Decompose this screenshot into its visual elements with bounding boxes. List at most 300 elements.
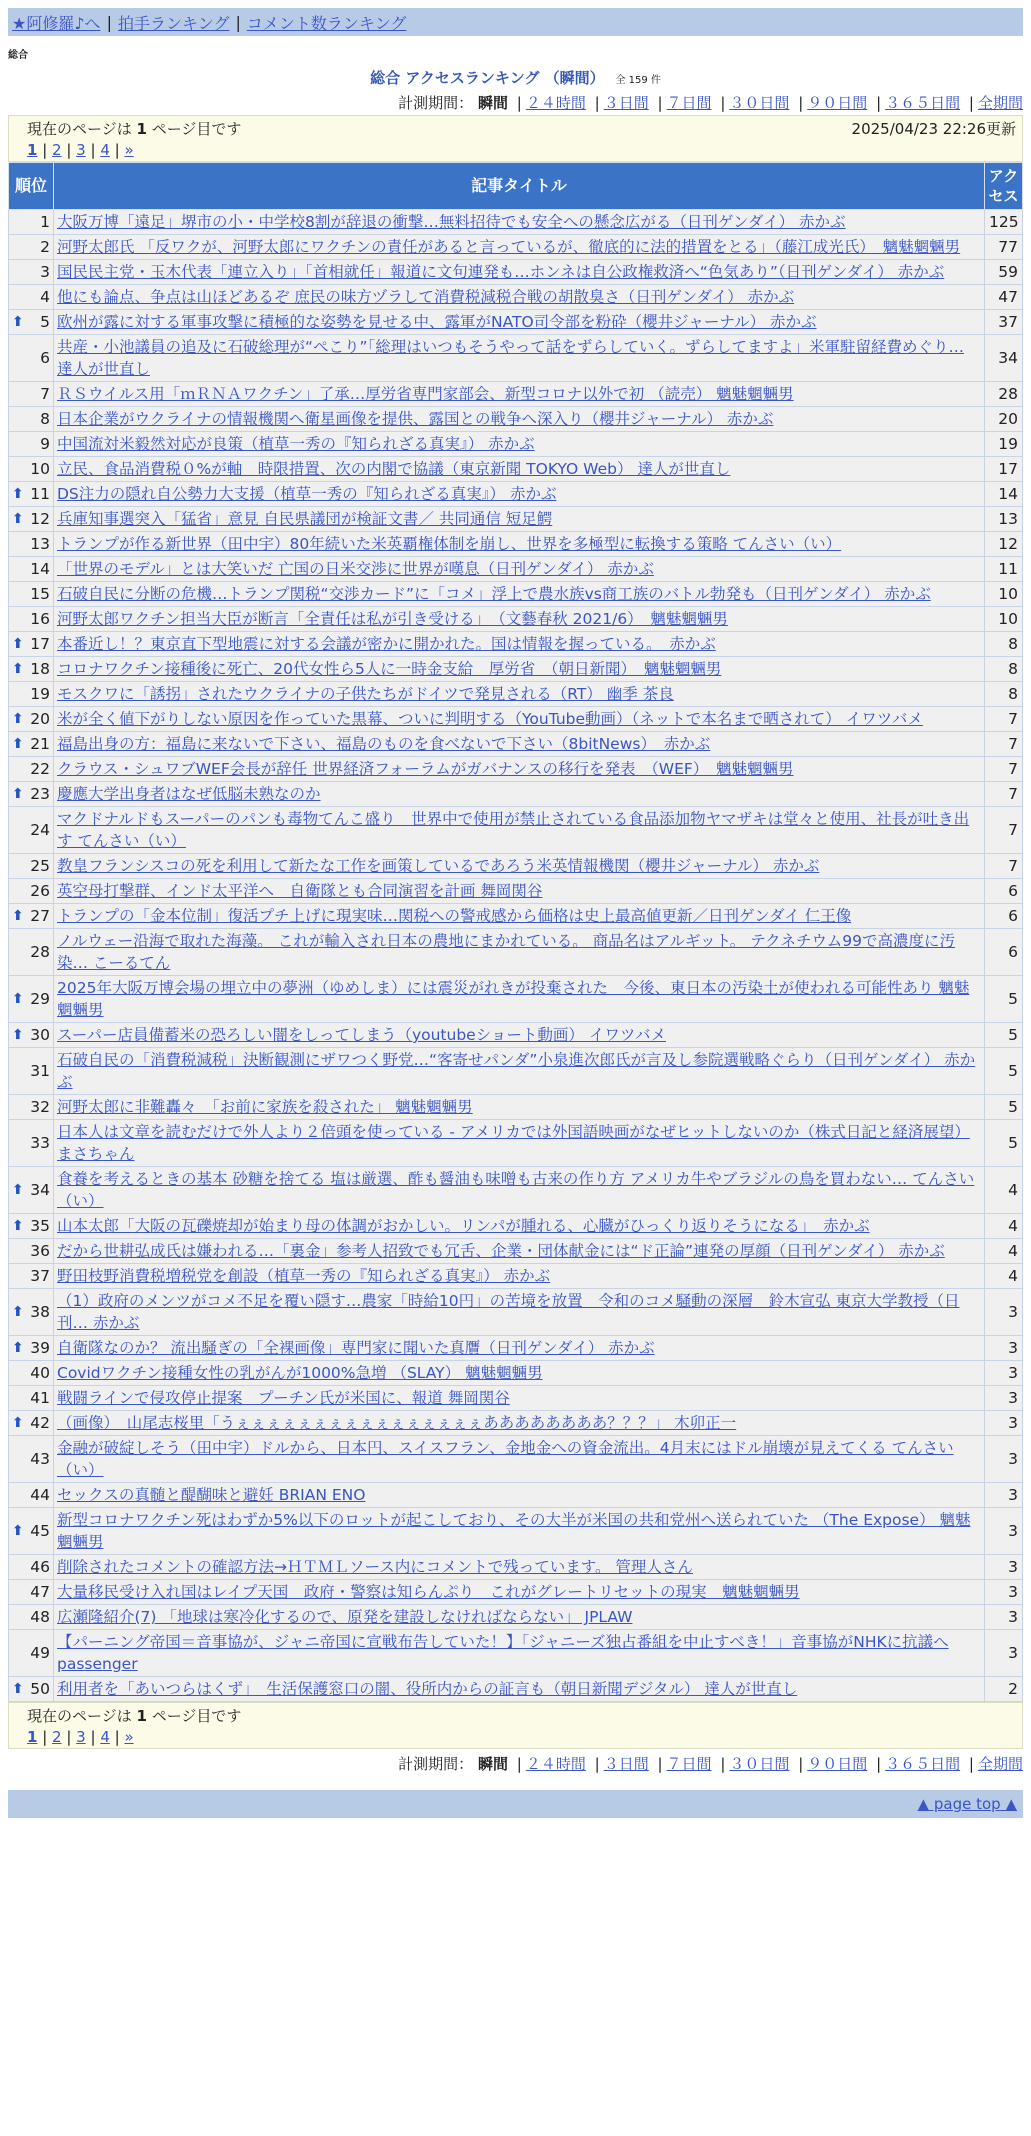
rank-cell bbox=[9, 1555, 54, 1580]
article-title-link[interactable]: 米が全く値下がりしない原因を作っていた黒幕、ついに判明する（YouTube動画）（ネットで本名まで晒されて） イワツバメ bbox=[57, 710, 923, 728]
article-title-link[interactable]: モスクワに「誘拐」されたウクライナの子供たちがドイツで発見される（RT） 幽季 茶良 bbox=[57, 685, 674, 703]
article-title-link[interactable]: 福島出身の方：福島に来ないで下さい、福島のものを食べないで下さい（8bitNews） 赤かぶ bbox=[57, 735, 711, 753]
article-title-link[interactable]: だから世耕弘成氏は嫌われる…「裏金」参考人招致でも冗舌、企業・団体献金には“ド正論”連発の厚顔（日刊ゲンダイ） 赤かぶ bbox=[57, 1242, 945, 1260]
table-row bbox=[9, 607, 1023, 632]
rank-cell bbox=[9, 1630, 54, 1677]
title-cell bbox=[54, 929, 985, 976]
title-cell bbox=[54, 782, 985, 807]
ranking-body bbox=[9, 210, 1023, 1702]
access-count: 17 bbox=[985, 457, 1023, 482]
table-row bbox=[9, 1555, 1023, 1580]
table-row bbox=[9, 285, 1023, 310]
title-cell bbox=[54, 657, 985, 682]
title-cell bbox=[54, 1555, 985, 1580]
rank-cell bbox=[9, 782, 54, 807]
table-row bbox=[9, 1120, 1023, 1167]
nav-separator: | bbox=[106, 12, 112, 32]
article-title-link[interactable]: 新型コロナワクチン死はわずか5%以下のロットが起こしており、その大半が米国の共和党州へ送られていた （The Expose） 魑魅魍魎男 bbox=[57, 1511, 971, 1551]
title-cell bbox=[54, 807, 985, 854]
rank-number: 49 bbox=[30, 1644, 50, 1662]
rank-cell bbox=[9, 1508, 54, 1555]
rank-number: 28 bbox=[30, 943, 50, 961]
rank-number: 27 bbox=[30, 907, 50, 925]
up-arrow-icon: ⬆ bbox=[12, 1340, 24, 1356]
next-page-link[interactable]: » bbox=[124, 1728, 134, 1746]
item-count: 全 159 件 bbox=[615, 75, 661, 86]
category-label: 総合 bbox=[8, 50, 28, 61]
rank-cell bbox=[9, 879, 54, 904]
rank-cell bbox=[9, 582, 54, 607]
rank-cell bbox=[9, 235, 54, 260]
rank-number: 7 bbox=[40, 385, 50, 403]
rank-number: 29 bbox=[30, 990, 50, 1008]
article-title-link[interactable]: 食養を考えるときの基本 砂糖を捨てる 塩は厳選、酢も醤油も味噌も古来の作り方 アメリカ牛やブラジルの鳥を買わない… てんさい（い） bbox=[57, 1170, 975, 1210]
article-title-link[interactable]: （画像） 山尾志桜里「うぇぇぇぇぇぇぇぇぇぇぇぇぇぇぇぇああああああああ？？？」 木卯正一 bbox=[57, 1414, 737, 1432]
up-arrow-icon: ⬆ bbox=[12, 1218, 24, 1234]
article-title-link[interactable]: 広瀬隆紹介(7) 「地球は寒冷化するので、原発を建設しなければならない」 JPLAW bbox=[57, 1608, 633, 1626]
rank-number: 10 bbox=[30, 460, 50, 478]
title-cell bbox=[54, 482, 985, 507]
title-cell bbox=[54, 1386, 985, 1411]
title-cell bbox=[54, 879, 985, 904]
title-cell bbox=[54, 1436, 985, 1483]
period-selector-bottom: 計測期間： 瞬間 | ２４時間 | ３日間 | ７日間 | ３０日間 | ９０日間 | ３６５日間 | 全期間 bbox=[398, 1755, 1023, 1773]
rank-cell bbox=[9, 285, 54, 310]
access-count: 7 bbox=[985, 757, 1023, 782]
rank-number: 19 bbox=[30, 685, 50, 703]
article-title-link[interactable]: トランプが作る新世界（田中宇）80年続いた米英覇権体制を崩し、世界を多極型に転換する策略 てんさい（い） bbox=[57, 535, 842, 553]
table-row bbox=[9, 1605, 1023, 1630]
page-link-1[interactable]: 1 bbox=[27, 141, 38, 159]
table-row bbox=[9, 1167, 1023, 1214]
rank-number: 50 bbox=[30, 1680, 50, 1698]
page-link-4[interactable]: 4 bbox=[100, 141, 110, 159]
article-title-link[interactable]: 兵庫知事選突入「猛省」意見 自民県議団が検証文書／ 共同通信 短足鰐 bbox=[57, 510, 553, 528]
rank-number: 41 bbox=[30, 1389, 50, 1407]
footer-bar bbox=[8, 1790, 1023, 1818]
title-cell bbox=[54, 382, 985, 407]
title-cell bbox=[54, 1167, 985, 1214]
article-title-link[interactable]: 山本太郎「大阪の瓦礫焼却が始まり母の体調がおかしい。リンパが腫れる、心臓がひっくり返りそうになる」 赤かぶ bbox=[57, 1217, 870, 1235]
period-label: 計測期間： bbox=[398, 94, 474, 112]
title-cell bbox=[54, 1336, 985, 1361]
title-cell bbox=[54, 285, 985, 310]
article-title-link[interactable]: 利用者を「あいつらはくず」 生活保護窓口の闇、役所内からの証言も（朝日新聞デジタル） 達人が世直し bbox=[57, 1680, 798, 1698]
article-title-link[interactable]: DS注力の隠れ自公勢力大支援（植草一秀の『知られざる真実』） 赤かぶ bbox=[57, 485, 557, 503]
article-title-link[interactable]: 大量移民受け入れ国はレイプ天国 政府・警察は知らんぷり これがグレートリセットの現実 魑魅魍魎男 bbox=[57, 1583, 800, 1601]
rank-cell bbox=[9, 1361, 54, 1386]
table-row bbox=[9, 682, 1023, 707]
rank-number: 9 bbox=[40, 435, 50, 453]
next-page-link[interactable]: » bbox=[124, 141, 134, 159]
article-title-link[interactable]: 自衛隊なのか？ 流出騒ぎの「全裸画像」専門家に聞いた真贋（日刊ゲンダイ） 赤かぶ bbox=[57, 1339, 655, 1357]
access-count: 4 bbox=[985, 1214, 1023, 1239]
rank-number: 26 bbox=[30, 882, 50, 900]
table-row bbox=[9, 532, 1023, 557]
period-30d-link[interactable]: ３０日間 bbox=[729, 94, 790, 112]
title-cell bbox=[54, 260, 985, 285]
access-count: 59 bbox=[985, 260, 1023, 285]
access-count: 7 bbox=[985, 782, 1023, 807]
article-title-link[interactable]: 大阪万博「遠足」堺市の小・中学校8割が辞退の衝撃…無料招待でも安全への懸念広がる（日刊ゲンダイ） 赤かぶ bbox=[57, 213, 846, 231]
rank-number: 44 bbox=[30, 1486, 50, 1504]
up-arrow-icon: ⬆ bbox=[12, 736, 24, 752]
rank-cell bbox=[9, 1436, 54, 1483]
article-title-link[interactable]: マクドナルドもスーパーのパンも毒物てんこ盛り 世界中で使用が禁止されている食品添加物ヤマザキは堂々と使用、社長が吐き出す てんさい（い） bbox=[57, 810, 970, 850]
title-cell bbox=[54, 1048, 985, 1095]
article-title-link[interactable]: 欧州が露に対する軍事攻撃に積極的な姿勢を見せる中、露軍がNATO司令部を粉砕（櫻井ジャーナル） 赤かぶ bbox=[57, 313, 817, 331]
rank-number: 38 bbox=[30, 1303, 50, 1321]
access-count: 8 bbox=[985, 682, 1023, 707]
article-title-link[interactable]: クラウス・シュワブWEF会長が辞任 世界経済フォーラムがガバナンスの移行を発表 （WEF） 魑魅魍魎男 bbox=[57, 760, 794, 778]
rank-cell bbox=[9, 1214, 54, 1239]
rank-cell bbox=[9, 382, 54, 407]
article-title-link[interactable]: 立民、食品消費税０%が軸 時限措置、次の内閣で協議（東京新聞 TOKYO Web） 達人が世直し bbox=[57, 460, 731, 478]
page-info-bottom bbox=[8, 1702, 1023, 1749]
article-title-link[interactable]: 他にも論点、争点は山ほどあるぞ 庶民の味方ヅラして消費税減税合戦の胡散臭さ（日刊ゲンダイ） 赤かぶ bbox=[57, 288, 795, 306]
table-row bbox=[9, 632, 1023, 657]
article-title-link[interactable]: ＲＳウイルス用「ｍＲＮＡワクチン」了承…厚労省専門家部会、新型コロナ以外で初 （読売） 魑魅魍魎男 bbox=[57, 385, 794, 403]
article-title-link[interactable]: 「世界のモデル」とは大笑いだ 亡国の日米交渉に世界が嘆息（日刊ゲンダイ） 赤かぶ bbox=[57, 560, 654, 578]
article-title-link[interactable]: 日本企業がウクライナの情報機関へ衛星画像を提供、露国との戦争へ深入り（櫻井ジャーナル） 赤かぶ bbox=[57, 410, 774, 428]
access-count: 5 bbox=[985, 1095, 1023, 1120]
table-header-row bbox=[9, 163, 1023, 210]
access-count: 4 bbox=[985, 1167, 1023, 1214]
access-count: 47 bbox=[985, 285, 1023, 310]
up-arrow-icon: ⬆ bbox=[12, 786, 24, 802]
access-count: 3 bbox=[985, 1605, 1023, 1630]
access-count: 13 bbox=[985, 507, 1023, 532]
rank-cell bbox=[9, 807, 54, 854]
table-row bbox=[9, 557, 1023, 582]
rank-cell bbox=[9, 210, 54, 235]
title-column-header: 記事タイトル bbox=[54, 163, 985, 210]
rank-number: 11 bbox=[30, 485, 50, 503]
access-count: 3 bbox=[985, 1483, 1023, 1508]
access-count: 7 bbox=[985, 707, 1023, 732]
rank-cell bbox=[9, 1411, 54, 1436]
period-7d-link[interactable]: ７日間 bbox=[666, 94, 712, 112]
access-count: 125 bbox=[985, 210, 1023, 235]
access-count: 14 bbox=[985, 482, 1023, 507]
rank-cell bbox=[9, 310, 54, 335]
rank-cell bbox=[9, 732, 54, 757]
rank-cell bbox=[9, 682, 54, 707]
access-count: 2 bbox=[985, 1677, 1023, 1702]
article-title-link[interactable]: 国民民主党・玉木代表「連立入り」「首相就任」報道に文句連発も…ホンネは自公政権救済へ“色気あり”（日刊ゲンダイ） 赤かぶ bbox=[57, 263, 945, 281]
rank-cell bbox=[9, 657, 54, 682]
title-cell bbox=[54, 407, 985, 432]
table-row bbox=[9, 482, 1023, 507]
table-row bbox=[9, 879, 1023, 904]
rank-cell bbox=[9, 607, 54, 632]
article-title-link[interactable]: 慶應大学出身者はなぜ低脳未熟なのか bbox=[57, 785, 321, 803]
title-cell bbox=[54, 557, 985, 582]
article-title-link[interactable]: 英空母打撃群、インド太平洋へ 自衛隊とも合同演習を計画 舞岡関谷 bbox=[57, 882, 543, 900]
rank-cell bbox=[9, 1483, 54, 1508]
table-row bbox=[9, 976, 1023, 1023]
access-count: 5 bbox=[985, 1120, 1023, 1167]
rank-number: 43 bbox=[30, 1450, 50, 1468]
rank-number: 32 bbox=[30, 1098, 50, 1116]
up-arrow-icon: ⬆ bbox=[12, 486, 24, 502]
period-90d-link[interactable]: ９０日間 bbox=[807, 1755, 868, 1773]
title-cell bbox=[54, 532, 985, 557]
access-count: 3 bbox=[985, 1361, 1023, 1386]
table-row bbox=[9, 1386, 1023, 1411]
article-title-link[interactable]: 日本人は文章を読むだけで外人より２倍頭を使っている - アメリカでは外国語映画がなぜヒットしないのか（株式日記と経済展望） まさちゃん bbox=[57, 1123, 970, 1163]
ranking-table bbox=[8, 162, 1023, 1702]
page-link-2[interactable]: 2 bbox=[52, 141, 62, 159]
title-cell bbox=[54, 1580, 985, 1605]
rank-number: 4 bbox=[40, 288, 50, 306]
period-selector-top: 計測期間： 瞬間 | ２４時間 | ３日間 | ７日間 | ３０日間 | ９０日間 | ３６５日間 | 全期間 bbox=[398, 94, 1023, 112]
rank-cell bbox=[9, 1048, 54, 1095]
period-24h-link[interactable]: ２４時間 bbox=[525, 1755, 586, 1773]
rank-cell bbox=[9, 1677, 54, 1702]
article-title-link[interactable]: 石破自民に分断の危機…トランプ関税“交渉カード”に「コメ」浮上で農水族vs商工族のバトル勃発も（日刊ゲンダイ） 赤かぶ bbox=[57, 585, 931, 603]
current-page-text: 現在のページは 1 ページ目です bbox=[27, 120, 242, 138]
rank-number: 22 bbox=[30, 760, 50, 778]
rank-number: 23 bbox=[30, 785, 50, 803]
page-title: 総合 アクセスランキング （瞬間） bbox=[370, 69, 605, 87]
rank-number: 20 bbox=[30, 710, 50, 728]
period-24h-link[interactable]: ２４時間 bbox=[525, 94, 586, 112]
title-cell bbox=[54, 457, 985, 482]
rank-cell bbox=[9, 1120, 54, 1167]
period-90d-link[interactable]: ９０日間 bbox=[807, 94, 868, 112]
title-cell bbox=[54, 310, 985, 335]
period-current: 瞬間 bbox=[477, 1755, 508, 1773]
table-row bbox=[9, 382, 1023, 407]
title-cell bbox=[54, 235, 985, 260]
rank-number: 6 bbox=[40, 349, 50, 367]
table-row bbox=[9, 757, 1023, 782]
up-arrow-icon: ⬆ bbox=[12, 661, 24, 677]
access-count: 10 bbox=[985, 607, 1023, 632]
access-count: 6 bbox=[985, 904, 1023, 929]
article-title-link[interactable]: スーパー店員備蓄米の恐ろしい闇をしってしまう（youtubeショート動画） イワツバメ bbox=[57, 1026, 667, 1044]
rank-number: 33 bbox=[30, 1134, 50, 1152]
access-count: 3 bbox=[985, 1386, 1023, 1411]
article-title-link[interactable]: トランプの「金本位制」復活プチ上げに現実味…関税への警戒感から価格は史上最高値更新／日刊ゲンダイ 仁王像 bbox=[57, 907, 852, 925]
rank-number: 45 bbox=[30, 1522, 50, 1540]
title-cell bbox=[54, 607, 985, 632]
period-30d-link[interactable]: ３０日間 bbox=[729, 1755, 790, 1773]
rank-cell bbox=[9, 1239, 54, 1264]
article-title-link[interactable]: 河野太郎に非難轟々 「お前に家族を殺された」 魑魅魍魎男 bbox=[57, 1098, 473, 1116]
table-row bbox=[9, 432, 1023, 457]
title-cell bbox=[54, 976, 985, 1023]
page-heading bbox=[0, 67, 1031, 88]
article-title-link[interactable]: 削除されたコメントの確認方法→ＨＴＭＬソース内にコメントで残っています。 管理人さん bbox=[57, 1558, 693, 1576]
table-row bbox=[9, 1264, 1023, 1289]
table-row bbox=[9, 407, 1023, 432]
page-link-4[interactable]: 4 bbox=[100, 1728, 110, 1746]
current-page-text: 現在のページは 1 ページ目です bbox=[27, 1707, 242, 1725]
rank-cell bbox=[9, 757, 54, 782]
rank-number: 30 bbox=[30, 1026, 50, 1044]
article-title-link[interactable]: Covidワクチン接種女性の乳がんが1000%急増 （SLAY） 魑魅魍魎男 bbox=[57, 1364, 543, 1382]
rank-cell bbox=[9, 632, 54, 657]
period-3d-link[interactable]: ３日間 bbox=[603, 94, 649, 112]
page-link-1[interactable]: 1 bbox=[27, 1728, 38, 1746]
title-cell bbox=[54, 1214, 985, 1239]
rank-cell bbox=[9, 1605, 54, 1630]
access-count: 7 bbox=[985, 807, 1023, 854]
up-arrow-icon: ⬆ bbox=[12, 314, 24, 330]
access-count: 7 bbox=[985, 854, 1023, 879]
title-cell bbox=[54, 707, 985, 732]
rank-number: 5 bbox=[40, 313, 50, 331]
rank-number: 13 bbox=[30, 535, 50, 553]
article-title-link[interactable]: ノルウェー沿海で取れた海藻。 これが輸入され日本の農地にまかれている。 商品名はアルギット。 テクネチウム99で高濃度に汚染… こーるてん bbox=[57, 932, 956, 972]
article-title-link[interactable]: （1）政府のメンツがコメ不足を覆い隠す…農家「時給10円」の苦境を放置 令和のコメ騒動の深層 鈴木宣弘 東京大学教授（日刊… 赤かぶ bbox=[57, 1292, 960, 1332]
article-title-link[interactable]: 河野太郎氏 「反ワクが、河野太郎にワクチンの責任があると言っているが、徹底的に法的措置をとる」（藤江成光氏） 魑魅魍魎男 bbox=[57, 238, 961, 256]
rank-cell bbox=[9, 1580, 54, 1605]
title-cell bbox=[54, 1605, 985, 1630]
article-title-link[interactable]: 本番近し！？東京直下型地震に対する会議が密かに開かれた。国は情報を握っている。 赤かぶ bbox=[57, 635, 716, 653]
article-title-link[interactable]: 共産・小池議員の追及に石破総理が“ぺこり”「総理はいつもそうやって話をずらしていく。ずらしてますよ」米軍駐留経費めぐり… 達人が世直し bbox=[57, 338, 965, 378]
up-arrow-icon: ⬆ bbox=[12, 511, 24, 527]
title-cell bbox=[54, 854, 985, 879]
rank-number: 15 bbox=[30, 585, 50, 603]
access-count: 5 bbox=[985, 976, 1023, 1023]
applause-ranking-link[interactable]: 拍手ランキング bbox=[117, 13, 230, 33]
title-cell bbox=[54, 432, 985, 457]
access-count: 6 bbox=[985, 879, 1023, 904]
access-count: 3 bbox=[985, 1580, 1023, 1605]
table-row bbox=[9, 904, 1023, 929]
article-title-link[interactable]: 石破自民の「消費税減税」決断観測にザワつく野党…“客寄せパンダ”小泉進次郎氏が言及し参院選戦略ぐらり（日刊ゲンダイ） 赤かぶ bbox=[57, 1051, 976, 1091]
article-title-link[interactable]: 【パーニング帝国＝音事協が、ジャニ帝国に宣戦布告していた！】「ジャニーズ独占番組を中止すべき！」音事協がNHKに抗議へ passenger bbox=[57, 1633, 949, 1673]
page-top-link[interactable]: ▲ page top ▲ bbox=[917, 1795, 1017, 1813]
table-row bbox=[9, 235, 1023, 260]
title-cell bbox=[54, 682, 985, 707]
period-7d-link[interactable]: ７日間 bbox=[666, 1755, 712, 1773]
up-arrow-icon: ⬆ bbox=[12, 1415, 24, 1431]
table-row bbox=[9, 1336, 1023, 1361]
title-cell bbox=[54, 904, 985, 929]
title-cell bbox=[54, 1120, 985, 1167]
rank-number: 46 bbox=[30, 1558, 50, 1576]
access-count: 5 bbox=[985, 1048, 1023, 1095]
article-title-link[interactable]: セックスの真髄と醍醐味と避妊 BRIAN ENO bbox=[57, 1486, 366, 1504]
rank-column-header: 順位 bbox=[9, 163, 54, 210]
page-link-2[interactable]: 2 bbox=[52, 1728, 62, 1746]
up-arrow-icon: ⬆ bbox=[12, 711, 24, 727]
table-row bbox=[9, 1483, 1023, 1508]
period-all-link[interactable]: 全期間 bbox=[977, 94, 1023, 112]
access-count: 3 bbox=[985, 1555, 1023, 1580]
article-title-link[interactable]: 金融が破綻しそう（田中宇）ドルから、日本円、スイスフラン、金地金への資金流出。4月末にはドル崩壊が見えてくる てんさい（い） bbox=[57, 1439, 954, 1479]
article-title-link[interactable]: 中国流対米毅然対応が良策（植草一秀の『知られざる真実』） 赤かぶ bbox=[57, 435, 535, 453]
period-365d-link[interactable]: ３６５日間 bbox=[885, 94, 961, 112]
access-count: 4 bbox=[985, 1264, 1023, 1289]
rank-cell bbox=[9, 457, 54, 482]
rank-cell bbox=[9, 1336, 54, 1361]
rank-cell bbox=[9, 1264, 54, 1289]
access-count: 77 bbox=[985, 235, 1023, 260]
access-count: 11 bbox=[985, 557, 1023, 582]
article-title-link[interactable]: コロナワクチン接種後に死亡、20代女性ら5人に一時金支給 厚労省 （朝日新聞） 魑魅魍魎男 bbox=[57, 660, 722, 678]
table-row bbox=[9, 457, 1023, 482]
rank-number: 31 bbox=[30, 1062, 50, 1080]
up-arrow-icon: ⬆ bbox=[12, 1681, 24, 1697]
period-3d-link[interactable]: ３日間 bbox=[603, 1755, 649, 1773]
page-link-3[interactable]: 3 bbox=[76, 1728, 86, 1746]
access-count: 20 bbox=[985, 407, 1023, 432]
article-title-link[interactable]: 戦闘ラインで侵攻停止提案 プーチン氏が米国に、報道 舞岡関谷 bbox=[57, 1389, 510, 1407]
title-cell bbox=[54, 1239, 985, 1264]
up-arrow-icon: ⬆ bbox=[12, 1182, 24, 1198]
rank-number: 3 bbox=[40, 263, 50, 281]
pagination: 1 | 2 | 3 | 4 | » bbox=[27, 141, 134, 159]
table-row bbox=[9, 1095, 1023, 1120]
rank-cell bbox=[9, 335, 54, 382]
page-link-3[interactable]: 3 bbox=[76, 141, 86, 159]
article-title-link[interactable]: 2025年大阪万博会場の埋立中の夢洲（ゆめしま）には震災がれきが投棄された 今後、東日本の汚染土が使われる可能性あり 魑魅魍魎男 bbox=[57, 979, 970, 1019]
title-cell bbox=[54, 335, 985, 382]
access-column-header: アクセス bbox=[985, 163, 1023, 210]
article-title-link[interactable]: 教皇フランシスコの死を利用して新たな工作を画策しているであろう米英情報機関（櫻井ジャーナル） 赤かぶ bbox=[57, 857, 820, 875]
table-row bbox=[9, 929, 1023, 976]
up-arrow-icon: ⬆ bbox=[12, 636, 24, 652]
rank-cell bbox=[9, 1167, 54, 1214]
table-row bbox=[9, 1023, 1023, 1048]
article-title-link[interactable]: 河野太郎ワクチン担当大臣が断言「全責任は私が引き受ける」 （文藝春秋 2021/6） 魑魅魍魎男 bbox=[57, 610, 728, 628]
table-row bbox=[9, 507, 1023, 532]
updated-timestamp: 2025/04/23 22:26更新 bbox=[851, 120, 1016, 138]
access-count: 28 bbox=[985, 382, 1023, 407]
period-365d-link[interactable]: ３６５日間 bbox=[885, 1755, 961, 1773]
title-cell bbox=[54, 507, 985, 532]
title-cell bbox=[54, 1264, 985, 1289]
rank-cell bbox=[9, 407, 54, 432]
table-row bbox=[9, 1361, 1023, 1386]
up-arrow-icon: ⬆ bbox=[12, 991, 24, 1007]
access-count: 34 bbox=[985, 335, 1023, 382]
period-label: 計測期間： bbox=[398, 1755, 474, 1773]
access-count: 3 bbox=[985, 1508, 1023, 1555]
title-cell bbox=[54, 1483, 985, 1508]
rank-number: 48 bbox=[30, 1608, 50, 1626]
home-link[interactable]: ★阿修羅♪へ bbox=[12, 13, 101, 33]
rank-cell bbox=[9, 904, 54, 929]
table-row bbox=[9, 657, 1023, 682]
table-row bbox=[9, 1436, 1023, 1483]
rank-number: 39 bbox=[30, 1339, 50, 1357]
table-row bbox=[9, 1580, 1023, 1605]
comment-ranking-link[interactable]: コメント数ランキング bbox=[246, 13, 407, 33]
table-row bbox=[9, 707, 1023, 732]
rank-number: 25 bbox=[30, 857, 50, 875]
up-arrow-icon: ⬆ bbox=[12, 908, 24, 924]
rank-cell bbox=[9, 432, 54, 457]
access-count: 5 bbox=[985, 1023, 1023, 1048]
nav-separator: | bbox=[235, 12, 241, 32]
rank-number: 2 bbox=[40, 238, 50, 256]
rank-cell bbox=[9, 1023, 54, 1048]
period-all-link[interactable]: 全期間 bbox=[977, 1755, 1023, 1773]
table-row bbox=[9, 210, 1023, 235]
rank-number: 35 bbox=[30, 1217, 50, 1235]
title-cell bbox=[54, 1508, 985, 1555]
rank-cell bbox=[9, 929, 54, 976]
table-row bbox=[9, 782, 1023, 807]
article-title-link[interactable]: 野田枝野消費税増税党を創設（植草一秀の『知られざる真実』） 赤かぶ bbox=[57, 1267, 551, 1285]
rank-cell bbox=[9, 1095, 54, 1120]
